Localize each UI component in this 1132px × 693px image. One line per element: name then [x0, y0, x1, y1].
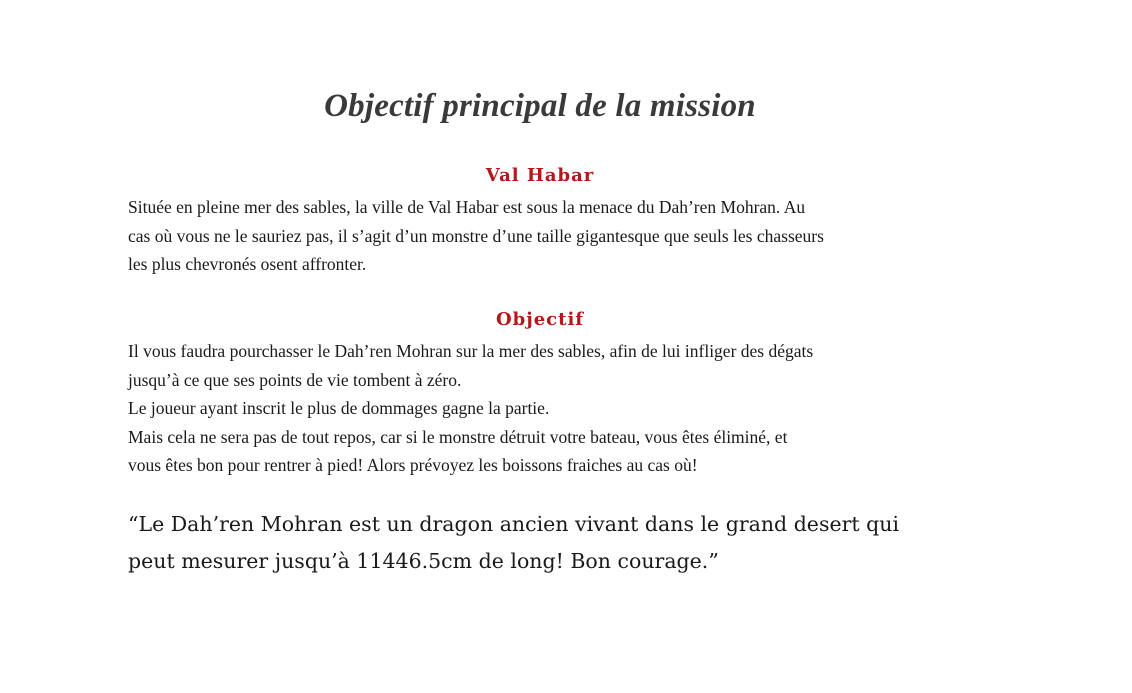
paragraph-line: Il vous faudra pourchasser le Dah’ren Mohran sur la mer des sables, afin de lui infliger des dégats: [128, 341, 814, 361]
section-heading-objectif: Objectif: [495, 309, 585, 330]
paragraph-line: cas où vous ne le sauriez pas, il s’agit d’un monstre d’une taille gigantesque que seuls les chasseurs: [128, 225, 824, 246]
paragraph-line: Le joueur ayant inscrit le plus de dommages gagne la partie.: [128, 398, 550, 418]
quote-line: “Le Dah’ren Mohran est un dragon ancien vivant dans le grand desert qui: [128, 512, 900, 536]
paragraph-line: les plus chevronés osent affronter.: [128, 254, 367, 274]
paragraph-line: Mais cela ne sera pas de tout repos, car si le monstre détruit votre bateau, vous êtes éliminé, et: [128, 426, 788, 447]
paragraph-line: jusqu’à ce que ses points de vie tombent à zéro.: [128, 369, 462, 390]
quote-block: [128, 506, 988, 580]
section-paragraph-val-habar: [128, 193, 968, 279]
section-heading-val-habar: Val Habar: [485, 165, 595, 186]
section-paragraph-objectif: [128, 337, 968, 480]
paragraph-line: Située en pleine mer des sables, la ville de Val Habar est sous la menace du Dah’ren Mohran. Au: [128, 197, 806, 217]
paragraph-line: vous êtes bon pour rentrer à pied! Alors prévoyez les boissons fraiches au cas où!: [128, 455, 698, 475]
page-title: Objectif principal de la mission: [324, 88, 756, 124]
quote-line: peut mesurer jusqu’à 11446.5cm de long! Bon courage.”: [128, 549, 719, 573]
